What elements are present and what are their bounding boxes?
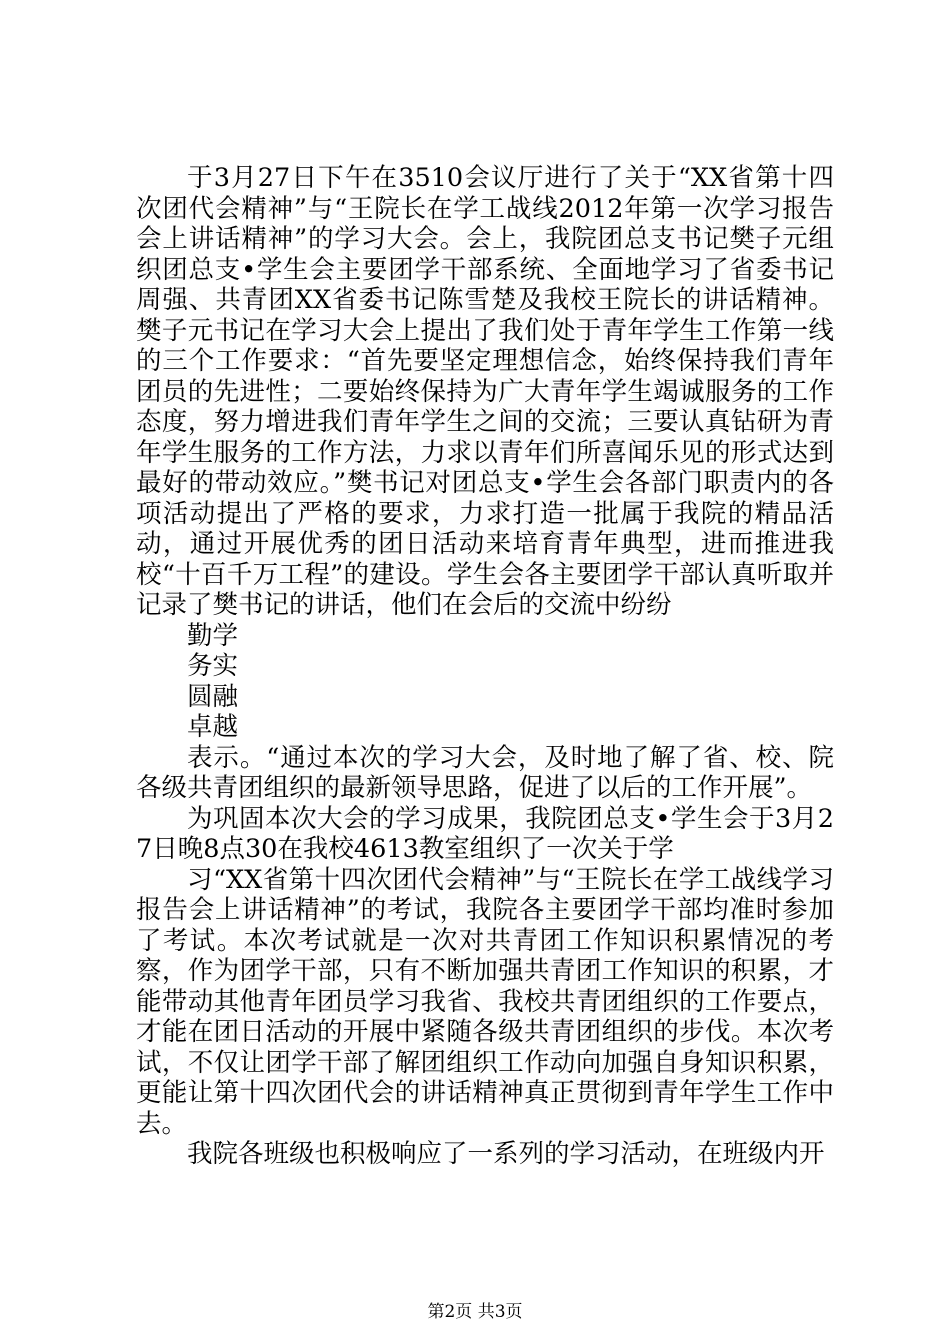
motto-item-1: 勤学 [187, 620, 239, 651]
paragraph-5: 我院各班级也积极响应了一系列的学习活动，在班级内开 [187, 1139, 825, 1169]
motto-item-3: 圆融 [187, 681, 239, 712]
motto-item-2: 务实 [187, 651, 239, 681]
page-footer: 第2页 共3页 [427, 1302, 523, 1322]
motto-item-4: 卓越 [187, 712, 239, 742]
paragraph-1: 于3月27日下午在3510会议厅进行了关于“XX省第十四次团代会精神”与“王院长在学工战线2012年第一次学习报告会上讲话精神”的学习大会。会上，我院团总支书记樊子元组织团总支•学生会主要团学干部系统、全面地学习了省委书记周强、共青团XX省委书记陈雪楚及我校王院长的讲话精神。樊子元书记在学习大会上提出了我们处于青年学生工作第一线的三个工作要求：“首先要坚定理想信念，始终保持我们青年团员的先进性；二要始终保持为广大青年学生竭诚服务的工作态度，努力增进我们青年学生之间的交流；三要认真钻研为青年学生服务的工作方法，力求以青年们所喜闻乐见的形式达到最好的带动效应。”樊书记对团总支•学生会各部门职责内的各项活动提出了严格的要求，力求打造一批属于我院的精品活动，通过开展优秀的团日活动来培育青年典型，进而推进我校“十百千万工程”的建设。学生会各主要团学干部认真听取并记录了樊书记的讲话，他们在会后的交流中纷纷 [136, 163, 834, 620]
paragraph-2: 表示。“通过本次的学习大会，及时地了解了省、校、院各级共青团组织的最新领导思路，促进了以后的工作开展”。 [136, 742, 834, 803]
paragraph-4: 习“XX省第十四次团代会精神”与“王院长在学工战线学习报告会上讲话精神”的考试，我院各主要团学干部均准时参加了考试。本次考试就是一次对共青团工作知识积累情况的考察，作为团学干部，只有不断加强共青团工作知识的积累，才能带动其他青年团员学习我省、我校共青团组织的工作要点，才能在团日活动的开展中紧随各级共青团组织的步伐。本次考试，不仅让团学干部了解团组织工作动向加强自身知识积累，更能让第十四次团代会的讲话精神真正贯彻到青年学生工作中去。 [136, 864, 834, 1139]
motto-list [136, 621, 834, 743]
document-body [136, 163, 834, 1170]
paragraph-3: 为巩固本次大会的学习成果，我院团总支•学生会于3月27日晚8点30在我校4613教室组织了一次关于学 [136, 803, 834, 864]
